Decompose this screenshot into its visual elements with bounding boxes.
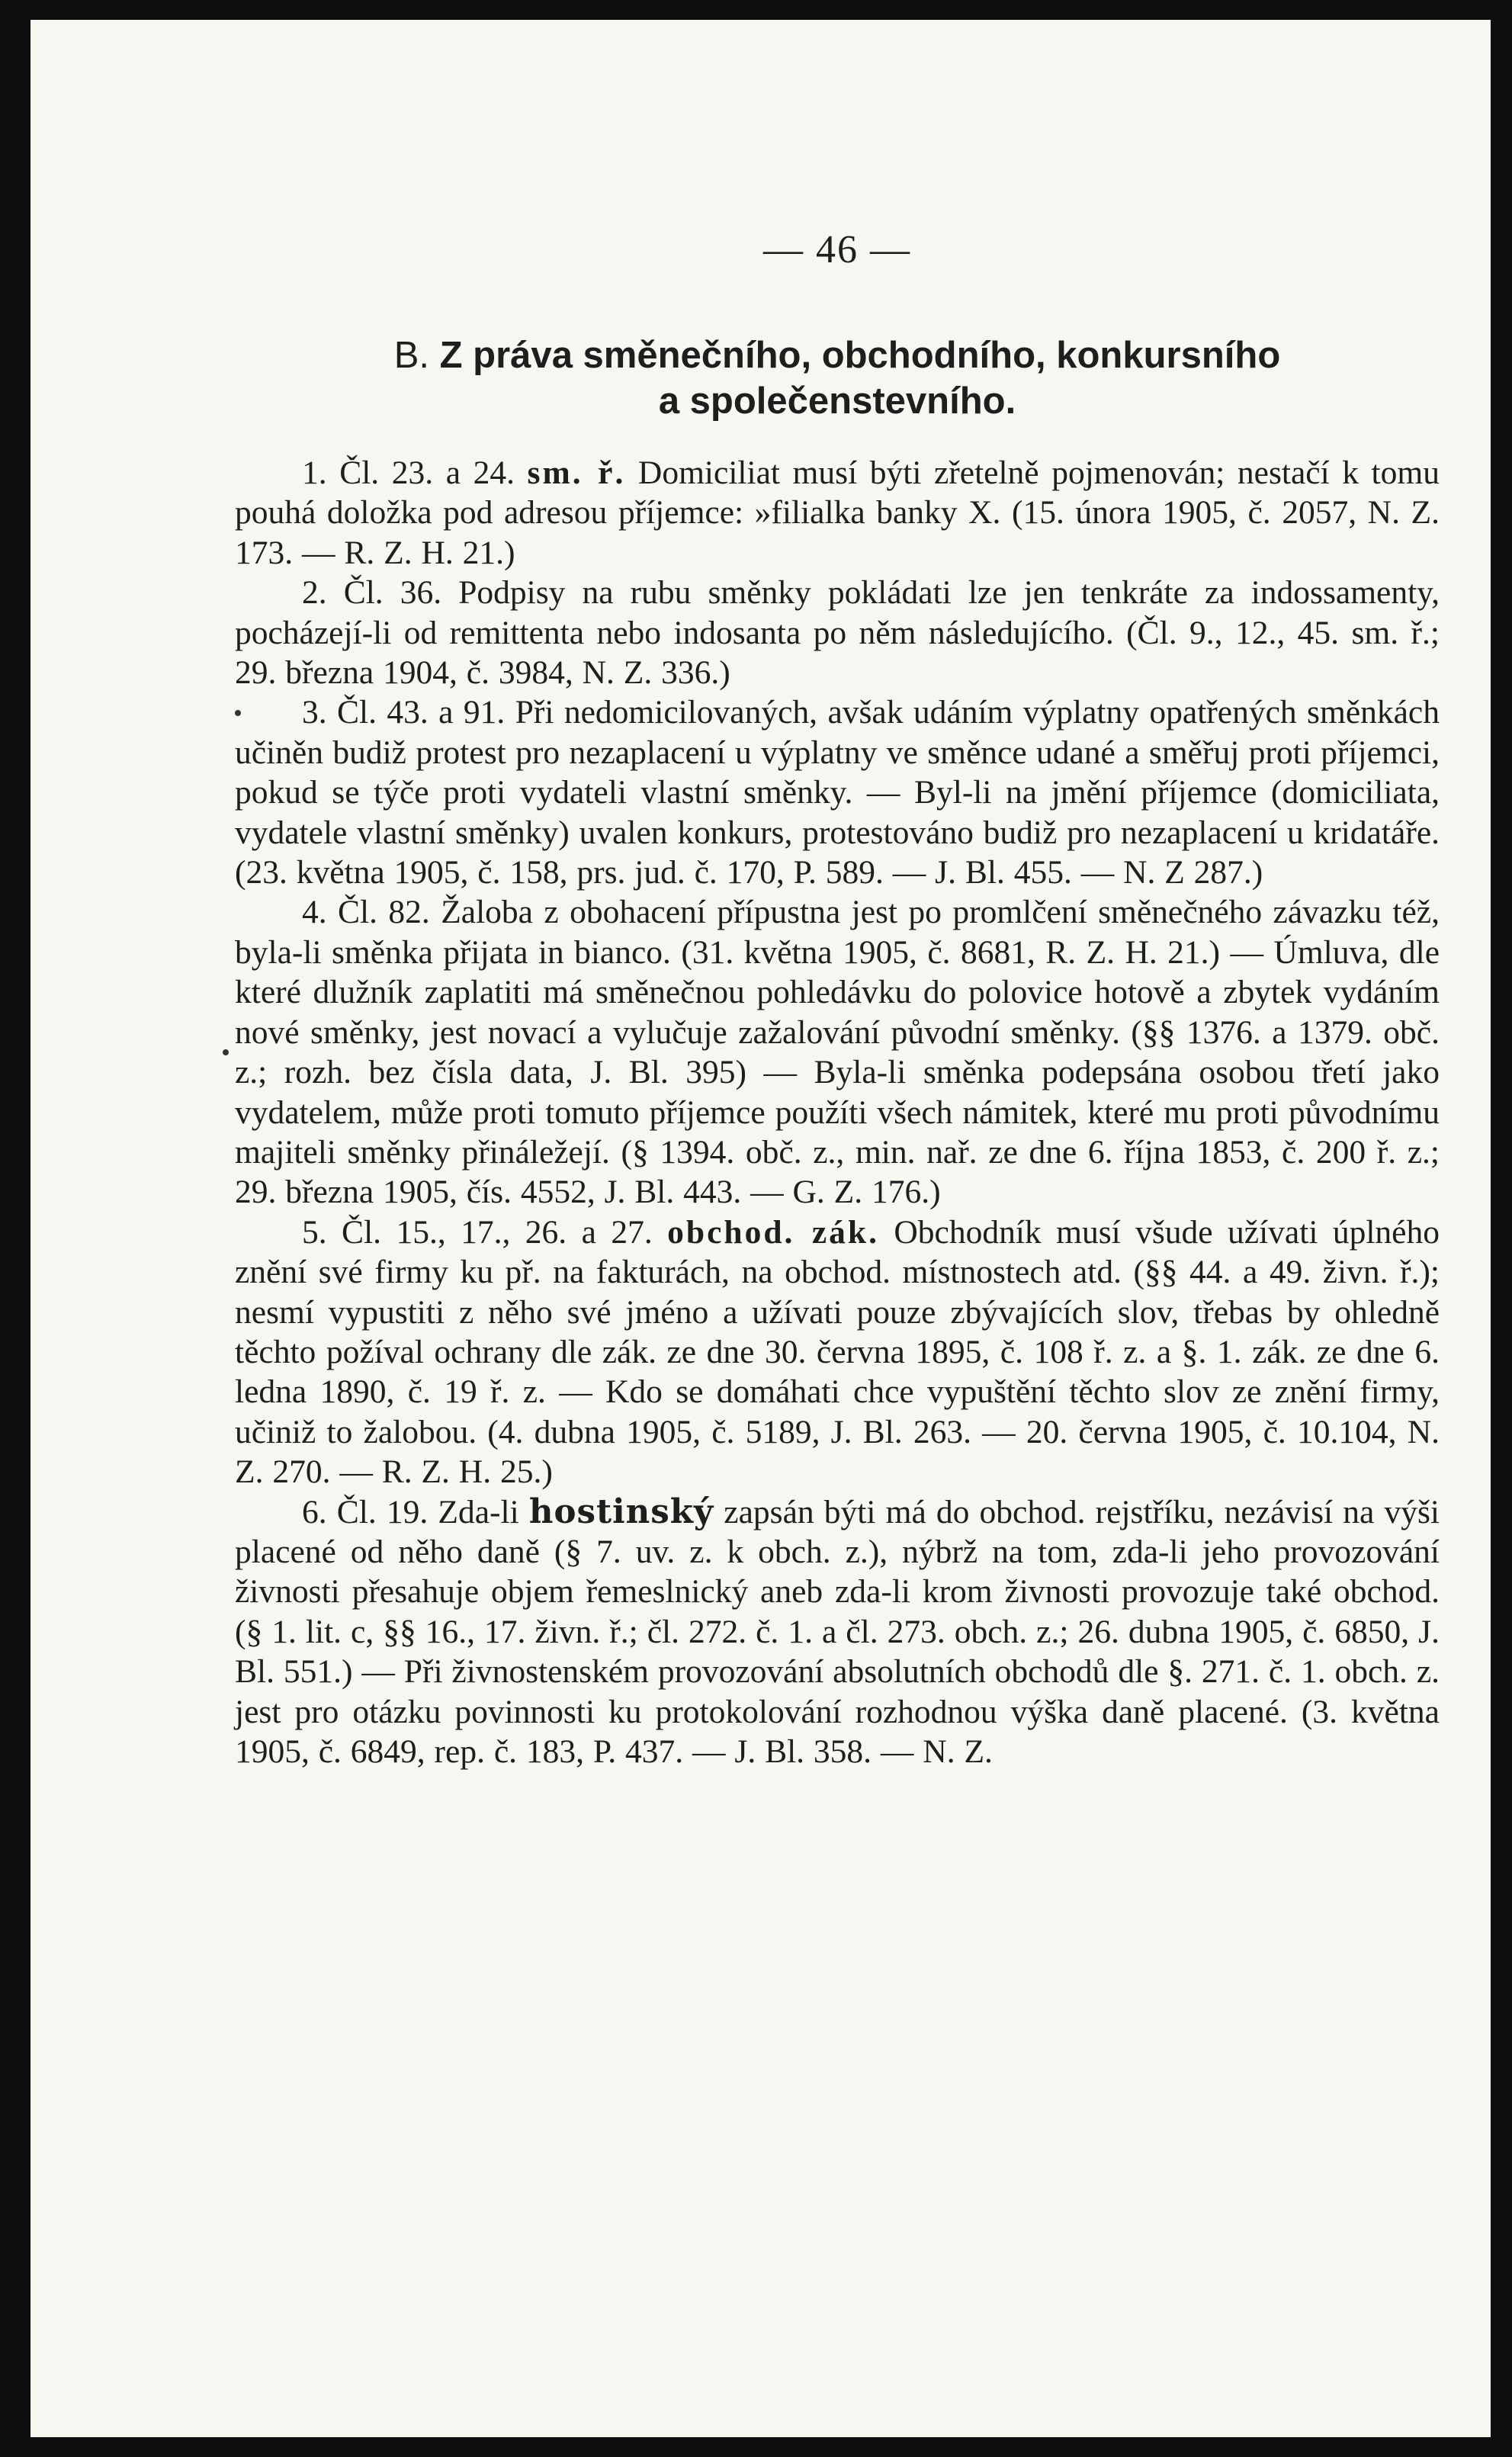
paragraph-lead: 4. Čl. 82. Žaloba z obohacení přípustna jest po promlčení směnečného závazku též, byla-li směnka přijata in bianco. (31. května 1905, č. 8681, R. Z. H. 21.) — Úmluva, dle které dlužník zaplatiti má směnečnou pohledávku do polovice hotově a zbytek vydáním nové směnky, jest novací a vylučuje zažalování původní směnky. (§§ 1376. a 1379. obč. z.; rozh. bez čísla data, J. Bl. 395) — Byla-li směnka podepsána osobou třetí jako vydatelem, může proti tomuto příjemce použíti všech námitek, které mu proti původnímu majiteli směnky přináležejí. (§ 1394. obč. z., min. nař. ze dne 6. října 1853, č. 200 ř. z.; 29. března 1905, čís. 4552, J. Bl. 443. — G. Z. 176.) — [235, 894, 1440, 1211]
paragraph — [235, 1492, 1440, 1772]
paragraph-lead: 1. Čl. 23. a 24. — [302, 454, 528, 491]
section-heading — [235, 332, 1440, 424]
paragraph-emphasis: hostinský — [528, 1492, 714, 1531]
paragraph — [235, 1212, 1440, 1492]
paragraph-lead: 5. Čl. 15., 17., 26. a 27. — [302, 1213, 668, 1251]
paragraph-rest: Obchodník musí všude užívati úplného znění své firmy ku př. na fakturách, na obchod. místnostech atd. (§§ 44. a 49. živn. ř.); nesmí vypustiti z něho své jméno a užívati pouze zbývajících slov, třebas by ohledně těchto požíval ochrany dle zák. ze dne 30. června 1895, č. 108 ř. z. a §. 1. zák. ze dne 6. ledna 1890, č. 19 ř. z. — Kdo se domáhati chce vypuštění těchto slov ze znění firmy, učiniž to žalobou. (4. dubna 1905, č. 5189, J. Bl. 263. — 20. června 1905, č. 10.104, N. Z. 270. — R. Z. H. 25.) — [235, 1213, 1440, 1491]
heading-prefix: B. — [393, 335, 430, 376]
paragraph-rest: Domiciliat musí býti zřetelně pojmenován; nestačí k tomu pouhá doložka pod adresou příjemce: »filialka banky X. (15. února 1905, č. 2057, N. Z. 173. — R. Z. H. 21.) — [235, 454, 1440, 571]
paragraph — [235, 892, 1440, 1212]
heading-line-2: a společenstevního. — [658, 381, 1016, 422]
book-page — [30, 20, 1491, 2437]
heading-line-1-text: Z práva směnečního, obchodního, konkursního — [439, 335, 1281, 376]
paragraph-emphasis: sm. ř. — [527, 454, 626, 491]
paragraph-lead: 6. Čl. 19. Zda-li — [302, 1493, 529, 1530]
paragraph-lead: 3. Čl. 43. a 91. Při nedomicilovaných, avšak udáním výplatny opatřených směnkách učiněn budiž protest pro nezaplacení u výplatny ve směnce udané a směřuj proti příjemci, pokud se týče proti vydateli vlastní směnky. — Byl-li na jmění příjemce (domiciliata, vydatele vlastní směnky) uvalen konkurs, protestováno budiž pro nezaplacení u kridatáře. (23. května 1905, č. 158, prs. jud. č. 170, P. 589. — J. Bl. 455. — N. Z 287.) — [235, 694, 1440, 891]
heading-line-1 — [235, 332, 1440, 378]
paragraph — [235, 573, 1440, 692]
page-number: — 46 — — [763, 228, 911, 271]
print-speck — [235, 710, 241, 716]
paragraph — [235, 453, 1440, 573]
print-speck — [223, 1049, 229, 1055]
paragraph — [235, 692, 1440, 892]
paragraph-lead: 2. Čl. 36. Podpisy na rubu směnky pokládati lze jen tenkráte za indossamenty, pocházejí-li od remittenta nebo indosanta po něm následujícího. (Čl. 9., 12., 45. sm. ř.; 29. března 1904, č. 3984, N. Z. 336.) — [235, 574, 1440, 692]
body-text — [235, 453, 1440, 1771]
paragraph-rest: zapsán býti má do obchod. rejstříku, nezávisí na výši placené od něho daně (§ 7. uv. z. k obch. z.), nýbrž na tom, zda-li jeho provozování živnosti přesahuje objem řemeslnický aneb zda-li krom živnosti provozuje také obchod. (§ 1. lit. c, §§ 16., 17. živn. ř.; čl. 272. č. 1. a čl. 273. obch. z.; 26. dubna 1905, č. 6850, J. Bl. 551.) — Při živnostenském provozování absolutních obchodů dle §. 271. č. 1. obch. z. jest pro otázku povinnosti ku protokolování rozhodnou výška daně placené. (3. května 1905, č. 6849, rep. č. 183, P. 437. — J. Bl. 358. — N. Z. — [235, 1493, 1440, 1770]
paragraph-emphasis: obchod. zák. — [667, 1213, 879, 1251]
